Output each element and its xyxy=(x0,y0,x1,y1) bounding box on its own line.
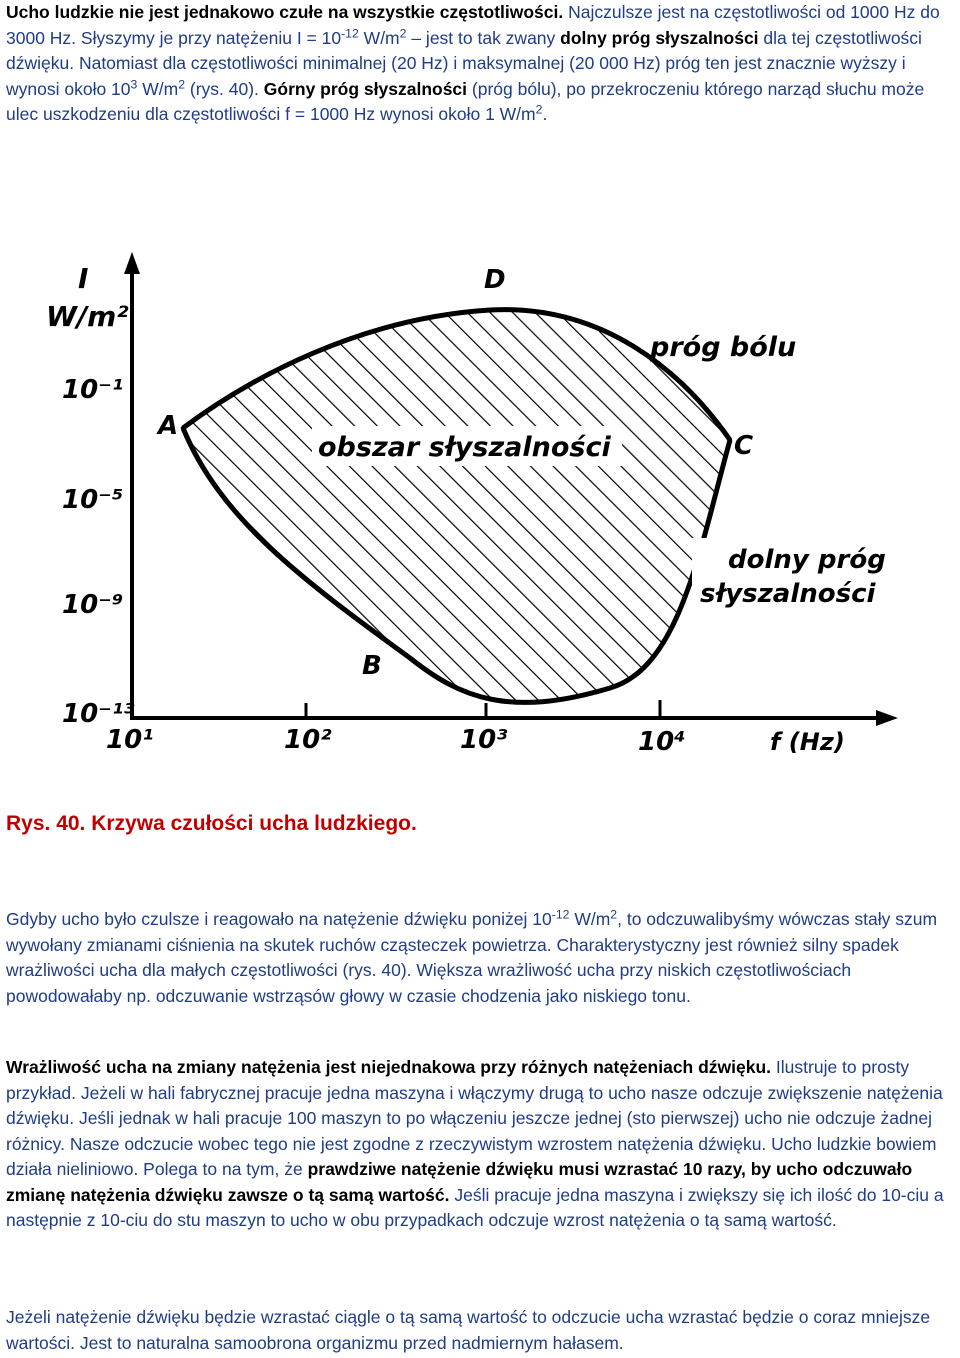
pain-threshold-label: próg bólu xyxy=(650,332,797,363)
region-label: obszar słyszalności xyxy=(318,432,611,463)
para3-text-2: Jeśli pracuje jedna maszyna i zwiększy się ich ilość do 10-ciu a następnie z 10-ciu do stu maszyn to ucho w obu przypadkach odczuje wzrost natężenia o tą samą wartość. xyxy=(6,1184,944,1230)
intro-unit-1: W/m xyxy=(358,27,400,48)
x-tick-label: 10³ xyxy=(460,725,508,755)
y-axis-unit: W/m² xyxy=(46,300,129,333)
paragraph-conclusion xyxy=(6,1305,956,1356)
intro-dash: – jest to tak zwany xyxy=(406,27,561,48)
para2-exp-1: -12 xyxy=(551,907,570,922)
intro-ref: (rys. 40). xyxy=(185,78,264,99)
intro-end: . xyxy=(542,104,548,124)
para4-text: Jeżeli natężenie dźwięku będzie wzrastać ciągle o tą samą wartość to odczucie ucha wzrastać będzie o coraz mniejsze wartości. Jest to naturalna samoobrona organizmu przed nadmiernym hałasem. xyxy=(6,1307,931,1353)
para2-unit-exp: 2 xyxy=(610,907,618,922)
para2-unit: W/m xyxy=(569,909,611,929)
para3-bold-1: Wrażliwość ucha na zmiany natężenia jest niejednakowa przy różnych natężeniach dźwięku. xyxy=(6,1057,772,1077)
intro-exp-3: 2 xyxy=(535,102,543,117)
intro-text-2: dla tej częstotliwości dźwięku. Natomiast dla częstotliwości minimalnej (20 Hz) i maksymalnej (20 000 Hz) próg ten jest znacznie wyższy i wynosi około 10 xyxy=(6,27,922,99)
paragraph-sensitivity xyxy=(6,907,956,1009)
intro-text-1: Najczulsze jest na częstotliwości od 1000 Hz do 3000 Hz. Słyszymy je przy natężeniu I = 10 xyxy=(6,2,940,48)
intro-exp-2: 3 xyxy=(130,76,138,91)
intro-term-lower: dolny próg słyszalności xyxy=(560,27,759,48)
lower-threshold-label-1: dolny próg xyxy=(728,545,886,575)
para3-text-1: Ilustruje to prosty przykład. Jeżeli w hali fabrycznej pracuje jedna maszyna i włączymy drugą to ucho nasze odczuje zwiększenie natężenia dźwięku. Jeśli jednak w hali pracuje 100 maszyn to po włączeniu jeszcze jednej (sto pierwszej) ucho nie odczuje żadnej różnicy. Nasze odczucie wobec tego nie jest zgodne z rzeczywistym wzrostem natężenia dźwięku. Ucho ludzkie bowiem działa nieliniowo. Polega to na tym, że xyxy=(6,1057,943,1179)
para2-text-2: , to odczuwalibyśmy wówczas stały szum wywołany zmianami ciśnienia na skutek ruchów cząsteczek powietrza. Charakterystyczny jest również silny spadek wrażliwości ucha dla małych częstotliwości (rys. 40). Większa wrażliwość ucha przy niskich częstotliwościach powodowałaby np. odczuwanie wstrząsów głowy w czasie chodzenia jako niskiego tonu. xyxy=(6,909,938,1006)
intro-unit-exp-1: 2 xyxy=(399,25,407,40)
y-tick-label: 10⁻⁵ xyxy=(62,485,124,515)
lower-threshold-label-2: słyszalności xyxy=(700,579,876,609)
hearing-curve-figure xyxy=(40,248,900,768)
point-label-d: D xyxy=(484,265,506,295)
x-tick-label: 10⁴ xyxy=(638,727,686,757)
point-label-b: B xyxy=(362,651,382,681)
figure-caption: Rys. 40. Krzywa czułości ucha ludzkiego. xyxy=(6,812,417,835)
y-axis-arrow xyxy=(124,252,140,274)
x-tick-label: 10¹ xyxy=(106,725,154,755)
para2-text-1: Gdyby ucho było czulsze i reagowało na natężenie dźwięku poniżej 10 xyxy=(6,909,552,929)
y-tick-label: 10⁻¹ xyxy=(62,375,124,405)
intro-paragraph xyxy=(6,0,956,128)
x-axis-label: f (Hz) xyxy=(770,728,845,756)
x-axis-arrow xyxy=(876,710,898,726)
y-tick-label: 10⁻¹³ xyxy=(62,699,135,729)
x-tick-label: 10² xyxy=(284,725,332,755)
intro-text-3: (próg bólu), po przekroczeniu którego narząd słuchu może ulec uszkodzeniu dla częstotliwości f = 1000 Hz wynosi około 1 W/m xyxy=(6,78,925,124)
y-tick-label: 10⁻⁹ xyxy=(62,590,124,620)
para3-bold-2: prawdziwe natężenie dźwięku musi wzrastać 10 razy, by ucho odczuwało zmianę natężenia dźwięku zawsze o tą samą wartość. xyxy=(6,1159,913,1205)
point-label-c: C xyxy=(734,431,754,461)
intro-unit-exp-2: 2 xyxy=(178,76,186,91)
intro-exp-1: -12 xyxy=(341,25,359,40)
y-axis-symbol: I xyxy=(78,262,89,295)
intro-bold: Ucho ludzkie nie jest jednakowo czułe na wszystkie częstotliwości. xyxy=(6,2,564,22)
hearing-region xyxy=(183,310,730,703)
intro-unit-2: W/m xyxy=(137,78,179,99)
paragraph-nonlinearity xyxy=(6,1055,956,1234)
point-label-a: A xyxy=(158,411,179,441)
intro-term-upper: Górny próg słyszalności xyxy=(263,78,468,99)
